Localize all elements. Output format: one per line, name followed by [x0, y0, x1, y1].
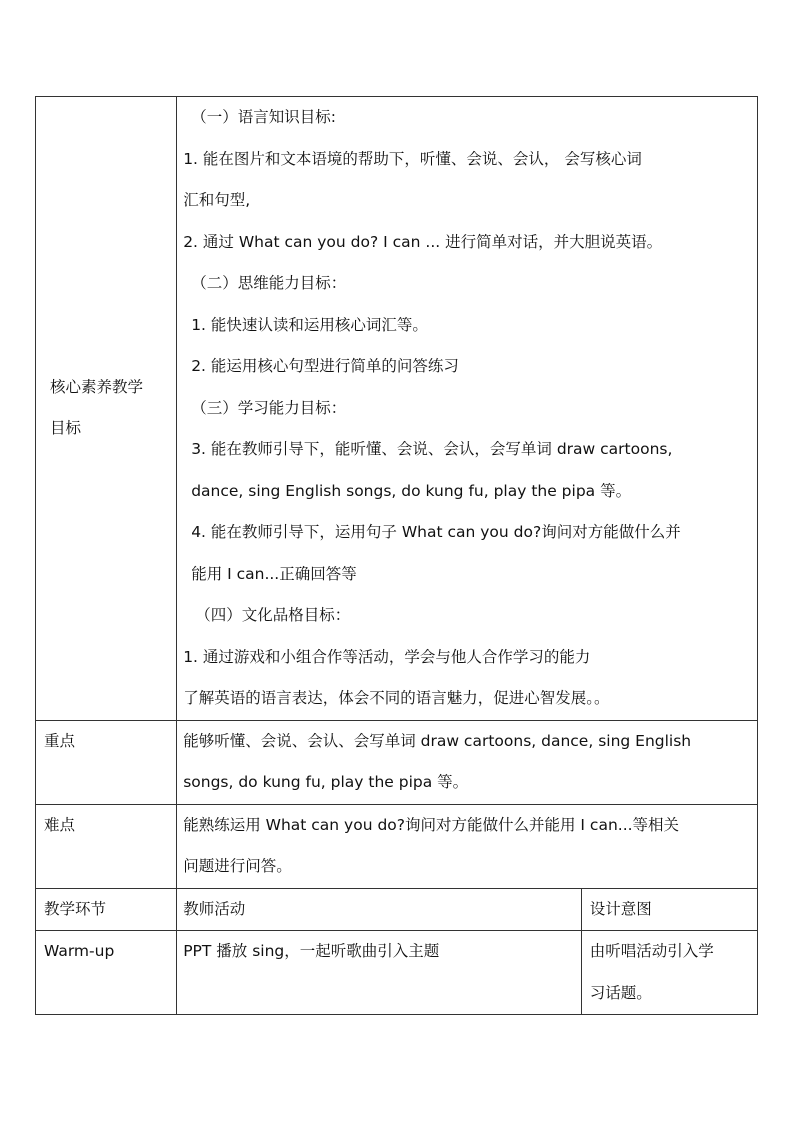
objectives-label-line2: 目标 — [50, 419, 82, 438]
difficulties-line: 能熟练运用 What can you do?询问对方能做什么并能用 I can...等相关 — [183, 815, 680, 834]
key-points-line: songs, do kung fu, play the pipa 等。 — [183, 773, 469, 791]
objective-line: 3. 能在教师引导下，能听懂、会说、会认，会写单词 draw cartoons, — [191, 440, 673, 458]
intent-header-cell — [581, 888, 757, 931]
warmup-intent-line2: 习话题。 — [589, 983, 652, 1002]
objectives-content-cell — [177, 97, 758, 721]
objective-line: 了解英语的语言表达，体会不同的语言魅力，促进心智发展。。 — [183, 689, 610, 707]
warmup-activity: PPT 播放 sing，一起听歌曲引入主题 — [183, 942, 440, 960]
objective-line: 2. 能运用核心句型进行简单的问答练习 — [191, 357, 459, 375]
key-points-content-cell — [177, 720, 758, 804]
objective-line: （三）学习能力目标： — [191, 398, 347, 417]
objective-line: 能用 I can...正确回答等 — [191, 564, 357, 583]
objective-line: dance, sing English songs, do kung fu, play the pipa 等。 — [191, 481, 632, 500]
lesson-plan-table — [35, 96, 758, 1015]
objective-line: 2. 通过 What can you do? I can ... 进行简单对话，并大胆说英语。 — [183, 232, 663, 251]
objective-line: 1. 能在图片和文本语境的帮助下，听懂、会说、会认， 会写核心词 — [183, 149, 642, 168]
objective-line: 1. 通过游戏和小组合作等活动，学会与他人合作学习的能力 — [183, 647, 591, 666]
objectives-label-line1: 核心素养教学 — [50, 377, 144, 396]
objective-line: （一）语言知识目标: — [191, 108, 336, 126]
activity-header-cell — [177, 888, 582, 931]
difficulties-line: 问题进行问答。 — [183, 857, 292, 875]
key-points-row — [36, 720, 758, 804]
objective-line: 汇和句型, — [183, 191, 251, 209]
difficulties-label-cell — [36, 804, 177, 888]
warmup-intent-cell — [581, 931, 757, 1015]
objective-line: 1. 能快速认读和运用核心词汇等。 — [191, 315, 428, 334]
objective-line: （四）文化品格目标： — [195, 606, 351, 624]
key-points-label: 重点 — [44, 731, 76, 750]
key-points-line: 能够听懂、会说、会认、会写单词 draw cartoons, dance, sing English — [183, 731, 692, 750]
objective-line: （二）思维能力目标： — [191, 274, 347, 292]
objectives-label-cell — [36, 97, 177, 721]
warmup-stage: Warm-up — [44, 942, 115, 960]
objectives-row — [36, 97, 758, 721]
stage-header-cell — [36, 888, 177, 931]
header-row — [36, 888, 758, 931]
difficulties-content-cell — [177, 804, 758, 888]
key-points-label-cell — [36, 720, 177, 804]
warmup-activity-cell — [177, 931, 582, 1015]
stage-header: 教学环节 — [44, 899, 107, 918]
warmup-stage-cell — [36, 931, 177, 1015]
difficulties-row — [36, 804, 758, 888]
intent-header: 设计意图 — [589, 899, 652, 918]
warmup-intent-line1: 由听唱活动引入学 — [589, 942, 714, 960]
objective-line: 4. 能在教师引导下，运用句子 What can you do?询问对方能做什么并 — [191, 523, 681, 541]
warmup-row — [36, 931, 758, 1015]
activity-header: 教师活动 — [183, 899, 246, 918]
difficulties-label: 难点 — [44, 815, 76, 834]
